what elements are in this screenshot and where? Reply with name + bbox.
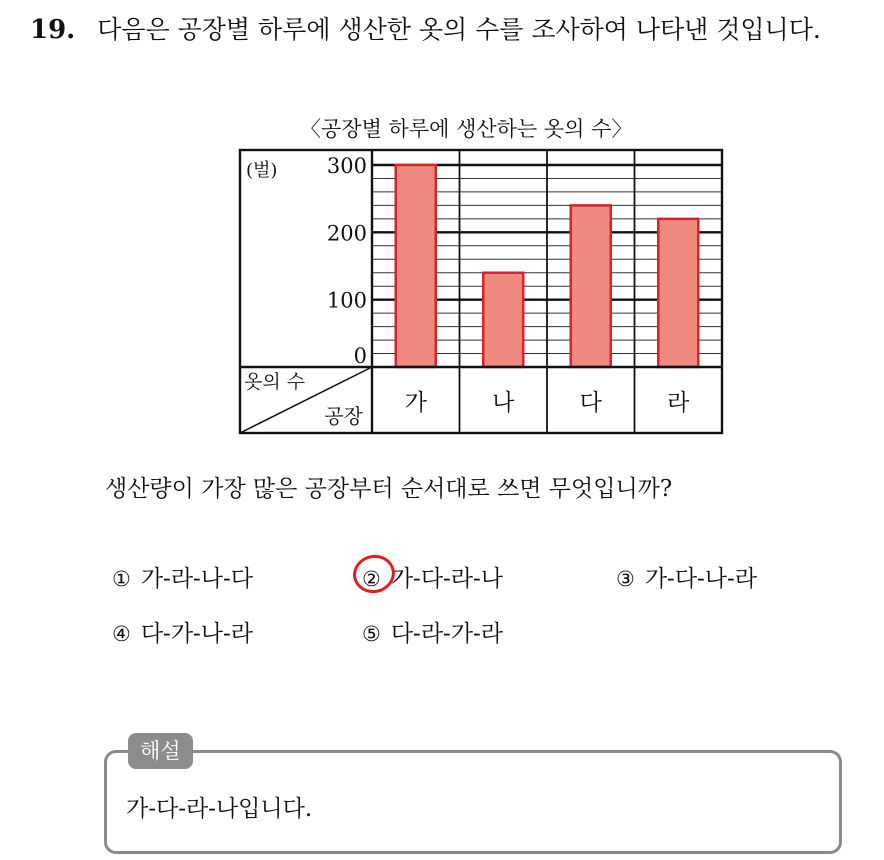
choice-5-text: 다-라-가-라 — [390, 621, 504, 647]
choice-2-text: 가-다-라-나 — [390, 566, 504, 592]
bar-나 — [483, 273, 523, 367]
y-tick-label: 200 — [326, 221, 367, 246]
choice-2-mark: ② — [362, 567, 381, 591]
choice-5[interactable] — [362, 615, 503, 648]
question-prompt: 다음은 공장별 하루에 생산한 옷의 수를 조사하여 나타낸 것입니다. — [97, 15, 821, 44]
choice-3-mark: ③ — [616, 567, 635, 591]
category-label-다: 다 — [579, 390, 602, 416]
choice-1[interactable] — [112, 560, 253, 593]
y-tick-label: 300 — [326, 154, 367, 178]
y-unit-label: (벌) — [246, 160, 278, 181]
y-tick-label: 0 — [353, 344, 367, 368]
category-label-라: 라 — [667, 390, 690, 416]
bar-다 — [571, 205, 611, 367]
bar-라 — [658, 219, 698, 367]
choice-3-text: 가-다-나-라 — [644, 566, 758, 592]
choice-4[interactable] — [112, 615, 253, 648]
choice-3[interactable] — [616, 560, 757, 593]
category-label-가: 가 — [404, 390, 427, 416]
y-tick-label: 100 — [326, 288, 367, 313]
choice-1-text: 가-라-나-다 — [140, 566, 254, 592]
bar-가 — [396, 165, 436, 367]
corner-xlabel: 공장 — [324, 404, 363, 428]
question-number: 19. — [30, 15, 76, 45]
explanation-text: 가-다-라-나입니다. — [126, 796, 313, 822]
choice-5-mark: ⑤ — [362, 622, 381, 646]
chart-frame — [240, 150, 722, 433]
corner-ylabel: 옷의 수 — [244, 371, 306, 393]
question-ask: 생산량이 가장 많은 공장부터 순서대로 쓰면 무엇입니까? — [105, 476, 673, 502]
explanation-tag: 해설 — [128, 733, 193, 769]
choice-1-mark: ① — [112, 567, 131, 591]
chart-title: 〈공장별 하루에 생산하는 옷의 수〉 — [300, 117, 633, 141]
choice-4-mark: ④ — [112, 622, 131, 646]
category-label-나: 나 — [492, 390, 515, 416]
choice-4-text: 다-가-나-라 — [140, 621, 254, 647]
